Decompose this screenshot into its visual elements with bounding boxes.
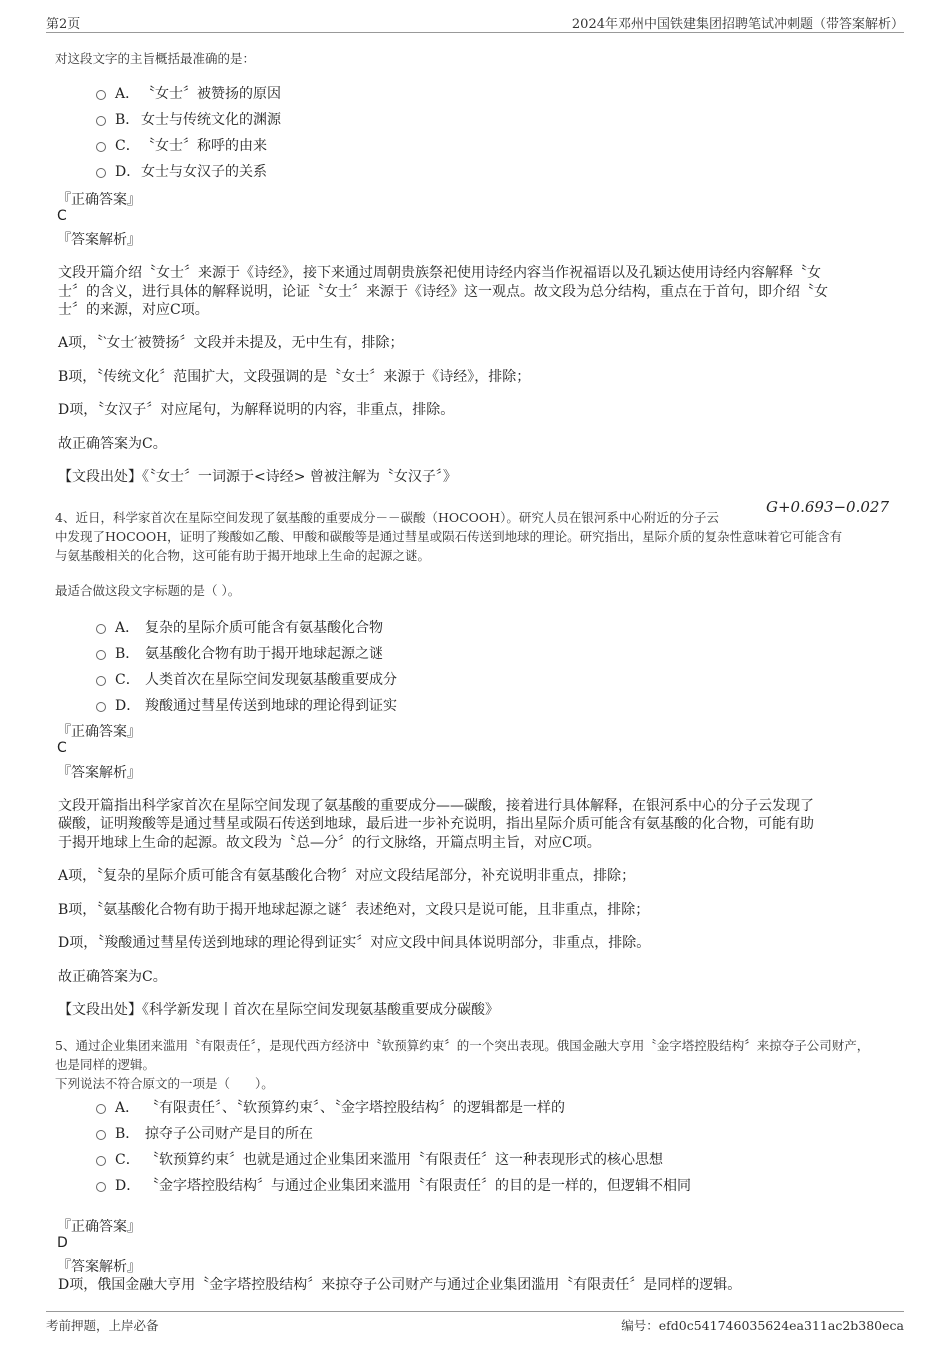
q4-analysis-line: B项，〝氨基酸化合物有助于揭开地球起源之谜〞表述绝对，文段只是说可能，且非重点，排除； [58,902,650,918]
q5-analysis-label: 『答案解析』 [57,1259,141,1275]
q5-stem-line: 也是同样的逻辑。 [55,1057,156,1072]
q4-analysis-line: A项，〝复杂的星际介质可能含有氨基酸化合物〞对应文段结尾部分，补充说明非重点，排除； [58,868,636,884]
q3-analysis-line: 文段开篇介绍〝女士〞来源于《诗经》，接下来通过周朝贵族祭祀使用诗经内容当作祝福语以及孔颖达使用诗经内容解释〝女 [58,265,821,281]
q4-analysis-line: 于揭开地球上生命的起源。故文段为〝总—分〞的行文脉络，开篇点明主旨，对应C项。 [58,835,601,851]
q5-stem-line: 5、通过企业集团来滥用〝有限责任〞，是现代西方经济中〝软预算约束〞的一个突出表现。俄国金融大亨用〝金字塔控股结构〞来掠夺子公司财产， [55,1038,870,1053]
footer-slogan: 考前押题，上岸必备 [46,1318,159,1333]
q4-prompt: 最适合做这段文字标题的是（ ）。 [55,583,241,598]
q3-analysis-line: B项，〝传统文化〞范围扩大，文段强调的是〝女士〞来源于《诗经》，排除； [58,369,531,385]
page-number: 第2页 [46,17,81,32]
document-id: 编号：efd0c541746035624ea311ac2b380eca [621,1318,904,1333]
radio-button[interactable] [96,116,106,126]
q4-formula: G+0.693−0.027 [766,498,890,516]
q3-analysis-line: 士〞的来源，对应C项。 [58,302,209,318]
radio-button[interactable] [96,168,106,178]
q4-analysis-line: 碳酸，证明羧酸等是通过彗星或陨石传送到地球，最后进一步补充说明，指出星际介质可能含有氨基酸的化合物，可能有助 [58,816,814,832]
q4-analysis-line: 文段开篇指出科学家首次在星际空间发现了氨基酸的重要成分——碳酸，接着进行具体解释，在银河系中心的分子云发现了 [58,798,814,814]
q3-analysis-label: 『答案解析』 [57,232,141,248]
q3-answer-label: 『正确答案』 [57,192,141,208]
radio-button[interactable] [96,142,106,152]
q4-analysis-line: 故正确答案为C。 [58,969,167,985]
q5-analysis-line: D项，俄国金融大亨用〝金字塔控股结构〞来掠夺子公司财产与通过企业集团滥用〝有限责任〞是同样的逻辑。 [58,1277,742,1293]
radio-button[interactable] [96,1182,106,1192]
radio-button[interactable] [96,1130,106,1140]
q4-stem-line: 与氨基酸相关的化合物，这可能有助于揭开地球上生命的起源之谜。 [55,548,431,563]
q4-stem-line: 4、近日，科学家首次在星际空间发现了氨基酸的重要成分－－碳酸（HOCOOH）。研究人员在银河系中心附近的分子云 [55,510,719,525]
q4-source: 【文段出处】《科学新发现丨首次在星际空间发现氨基酸重要成分碳酸》 [58,1002,499,1018]
q4-answer-label: 『正确答案』 [57,724,141,740]
q3-analysis-line: 士〞的含义，进行具体的解释说明，论证〝女士〞来源于《诗经》这一观点。故文段为总分结构，重点在于首句，即介绍〝女 [58,284,828,300]
radio-button[interactable] [96,702,106,712]
radio-button[interactable] [96,650,106,660]
radio-button[interactable] [96,676,106,686]
page-footer [46,1311,904,1334]
document-title: 2024年邓州中国铁建集团招聘笔试冲刺题（带答案解析） [571,17,904,32]
q4-answer: C [57,740,67,756]
radio-button[interactable] [96,1156,106,1166]
radio-button[interactable] [96,624,106,634]
radio-button[interactable] [96,90,106,100]
q3-prompt: 对这段文字的主旨概括最准确的是： [55,51,256,66]
q5-prompt: 下列说法不符合原文的一项是（ ）。 [55,1076,274,1091]
q4-analysis-line: D项，〝羧酸通过彗星传送到地球的理论得到证实〞对应文段中间具体说明部分，非重点，排除。 [58,935,651,951]
q4-stem-line: 中发现了HOCOOH，证明了羧酸如乙酸、甲酸和碳酸等是通过彗星或陨石传送到地球的理论。研究指出，星际介质的复杂性意味着它可能含有 [55,529,843,544]
q4-analysis-label: 『答案解析』 [57,765,141,781]
radio-button[interactable] [96,1104,106,1114]
q3-analysis-line: A项，〝‵女士′被赞扬〞文段并未提及，无中生有，排除； [58,335,404,351]
page-header [46,12,904,33]
q3-analysis-line: D项，〝女汉子〞对应尾句，为解释说明的内容，非重点，排除。 [58,402,455,418]
q3-source: 【文段出处】《〝女士〞一词源于<诗经> 曾被注解为〝女汉子〞》 [58,469,457,485]
q5-answer: D [57,1235,68,1251]
q3-answer: C [57,208,67,224]
q3-analysis-line: 故正确答案为C。 [58,436,167,452]
q5-answer-label: 『正确答案』 [57,1219,141,1235]
